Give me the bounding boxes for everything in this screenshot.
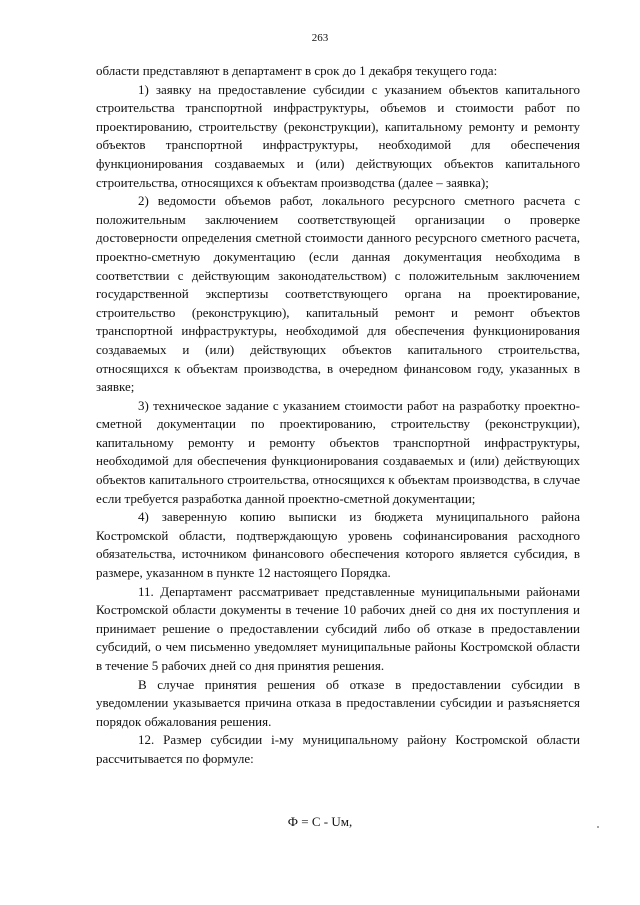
subsidy-formula: Ф = С - Uм, xyxy=(287,814,353,829)
paragraph-item-3-technical-task: 3) техническое задание с указанием стоимости работ на разработку проектно-сметной документации по проектированию, строительству (реконструкции), капитальному ремонту и ремонту объектов транспортной инфраструктуры, необходимой для обеспечения функционирования создаваемых и (или) действующих объектов капитального строительства, относящихся к объектам производства, в случае если требуется разработка данной проектно-сметной документации; xyxy=(96,397,580,506)
scan-speck-mark xyxy=(597,826,599,828)
paragraph-refusal-notice: В случае принятия решения об отказе в предоставлении субсидии в уведомлении указывается причина отказа в предоставлении субсидии и разъясняется порядок обжалования решения. xyxy=(96,676,580,729)
paragraph-item-1-application: 1) заявку на предоставление субсидии с указанием объектов капитального строительства транспортной инфраструктуры, объемов и стоимости работ по проектированию, строительству (реконструкции), капитальному ремонту и ремонту объектов транспортной инфраструктуры, необходимой для обеспечения функционирования создаваемых и (или) действующих объектов капитального строительства, относящихся к объектам производства (далее – заявка); xyxy=(96,81,580,190)
paragraph-item-4-budget-extract: 4) заверенную копию выписки из бюджета муниципального района Костромской области, подтверждающую уровень софинансирования расходного обязательства, источником финансового обеспечения которого является субсидия, в размере, указанном в пункте 12 настоящего Порядка. xyxy=(96,509,580,581)
document-body xyxy=(96,62,580,769)
paragraph-item-2-statements: 2) ведомости объемов работ, локального ресурсного сметного расчета с положительным заключением соответствующей организации о проверке достоверности определения сметной стоимости данного ресурсного сметного расчета, проектно-сметную документацию (если данная документация необходима в соответствии с действующим законодательством) с положительным заключением государственной экспертизы соответствующего органа на проектирование, строительство (реконструкцию), капитальный ремонт и ремонт объектов транспортной инфраструктуры, необходимой для обеспечения функционирования создаваемых и (или) действующих объектов капитального строительства, относящихся к объектам производства, в очередном финансовом году, указанных в заявке; xyxy=(96,193,580,395)
paragraph-intro-continuation: области представляют в департамент в срок до 1 декабря текущего года: xyxy=(96,63,498,78)
page-number: 263 xyxy=(311,32,329,44)
paragraph-clause-11: 11. Департамент рассматривает представленные муниципальными районами Костромской области документы в течение 10 рабочих дней со дня их поступления и принимает решение о предоставлении субсидий либо об отказе в предоставлении субсидий, о чем письменно уведомляет муниципальные районы Костромской области в течение 5 рабочих дней со дня принятия решения. xyxy=(96,583,580,673)
paragraph-clause-12: 12. Размер субсидии i-му муниципальному району Костромской области рассчитывается по формуле: xyxy=(96,732,580,766)
